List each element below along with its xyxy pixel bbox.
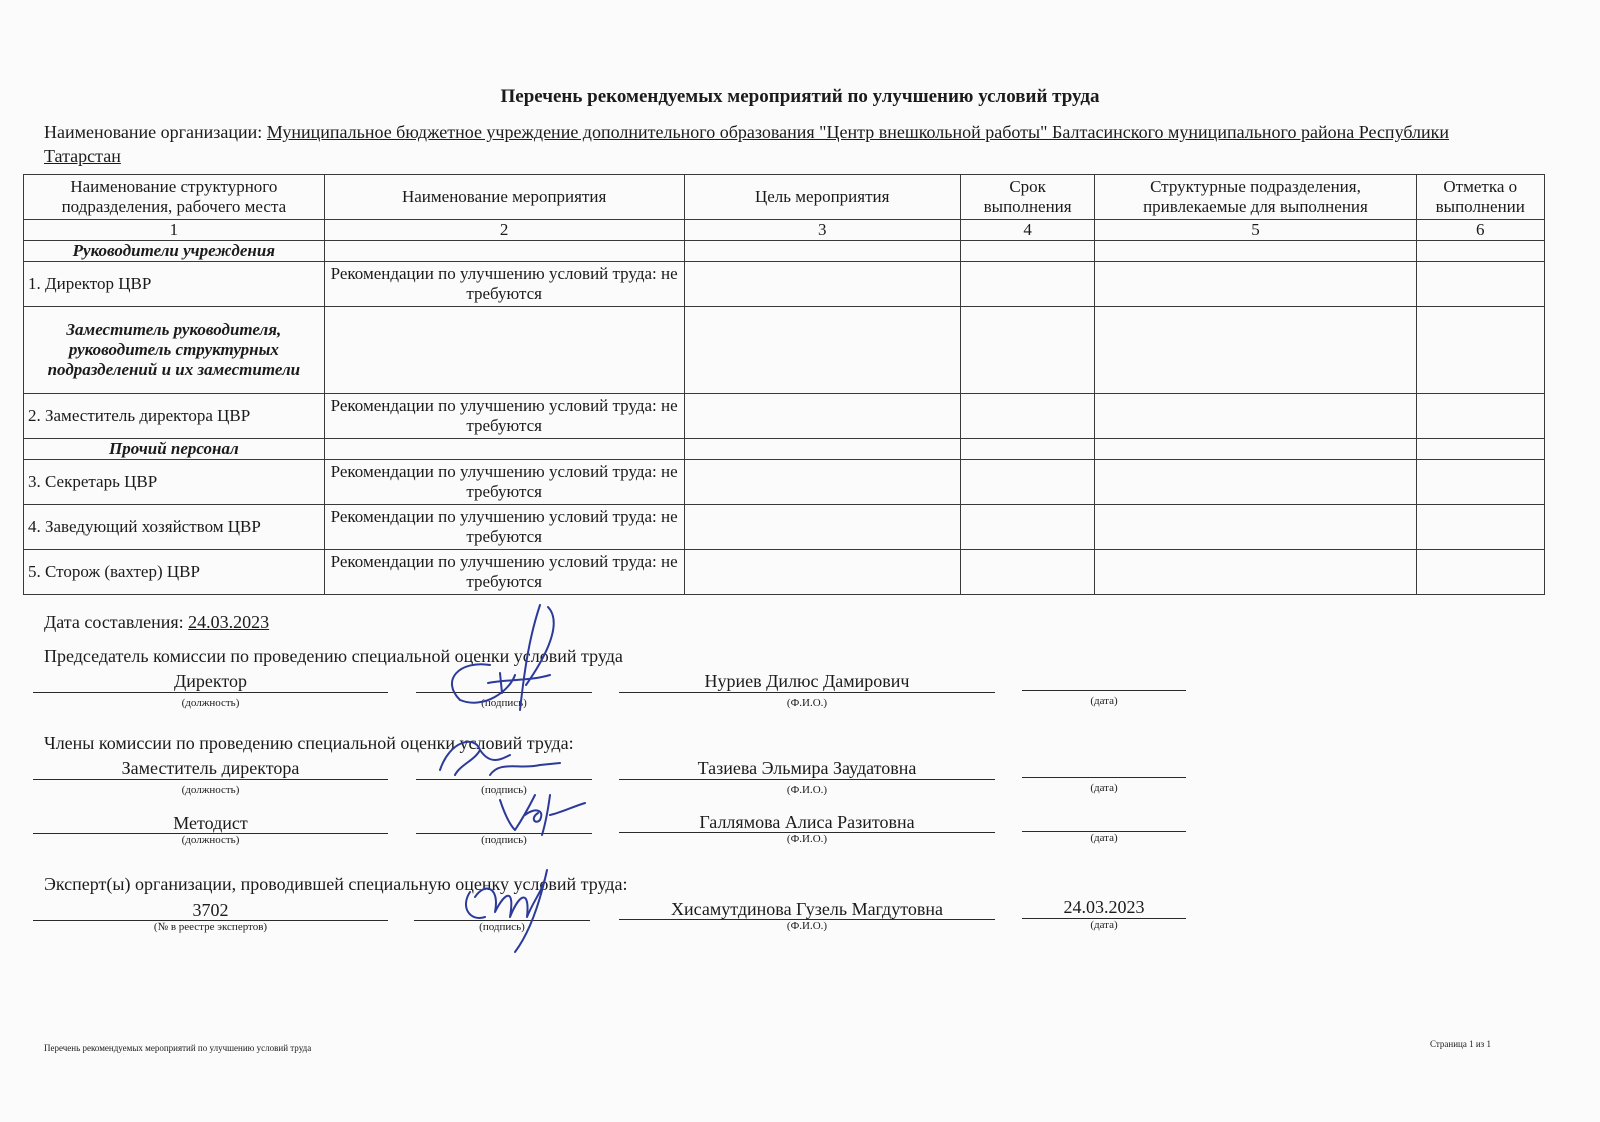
table-row (24, 394, 1545, 439)
empty-cell (1095, 460, 1416, 505)
expert-signature (455, 862, 565, 957)
empty-cell (684, 550, 960, 595)
member-fio: Галлямова Алиса Разитовна (699, 812, 915, 832)
empty-cell (1416, 262, 1544, 307)
measures-table (23, 174, 1545, 595)
caption-date: (дата) (1090, 782, 1118, 794)
empty-cell (684, 439, 960, 460)
compilation-date (44, 612, 269, 633)
empty-cell (960, 394, 1095, 439)
document-title: Перечень рекомендуемых мероприятий по улучшению условий труда (500, 86, 1100, 107)
measure-text: Рекомендации по улучшению условий труда: не требуются (324, 550, 684, 595)
header-cell: Цель мероприятия (684, 175, 960, 220)
compilation-date-label: Дата составления: (44, 612, 184, 632)
caption-signature: (подпись) (479, 921, 525, 933)
empty-cell (960, 439, 1095, 460)
table-row (24, 262, 1545, 307)
expert-date: 24.03.2023 (1063, 897, 1145, 917)
empty-cell (1416, 439, 1544, 460)
members-label: Члены комиссии по проведению специальной оценки условий труда: (44, 733, 574, 753)
empty-cell (960, 550, 1095, 595)
empty-cell (1095, 262, 1416, 307)
chairman-label: Председатель комиссии по проведению специальной оценки условий труда (44, 646, 623, 666)
workplace-name: 3. Секретарь ЦВР (24, 460, 325, 505)
empty-cell (324, 241, 684, 262)
member-signature (490, 785, 590, 840)
empty-cell (1095, 241, 1416, 262)
expert-fio: Хисамутдинова Гузель Магдутовна (671, 899, 943, 919)
empty-cell (684, 505, 960, 550)
member-fio: Тазиева Эльмира Заудатовна (697, 758, 917, 778)
empty-cell (960, 262, 1095, 307)
member-fio-line (619, 779, 995, 780)
workplace-name: 4. Заведующий хозяйством ЦВР (24, 505, 325, 550)
compilation-date-value: 24.03.2023 (188, 612, 270, 632)
caption-fio: (Ф.И.О.) (786, 833, 828, 845)
empty-cell (960, 460, 1095, 505)
empty-cell (1095, 307, 1416, 394)
column-number: 6 (1416, 220, 1544, 241)
empty-cell (1416, 394, 1544, 439)
header-cell: Наименование мероприятия (324, 175, 684, 220)
group-name: Прочий персонал (24, 439, 325, 460)
caption-position: (должность) (181, 784, 240, 796)
chairman-date-line (1022, 690, 1186, 691)
empty-cell (684, 241, 960, 262)
column-number: 1 (24, 220, 325, 241)
chairman-fio: Нуриев Дилюс Дамирович (704, 671, 910, 691)
organization-line (44, 120, 1524, 168)
caption-signature: (подпись) (481, 834, 527, 846)
empty-cell (1095, 394, 1416, 439)
member-position-line (33, 779, 388, 780)
empty-cell (324, 439, 684, 460)
table-row (24, 550, 1545, 595)
caption-date: (дата) (1090, 695, 1118, 707)
header-cell: Срок выполнения (960, 175, 1095, 220)
empty-cell (1095, 550, 1416, 595)
table-row (24, 460, 1545, 505)
organization-label: Наименование организации: (44, 122, 263, 142)
member-position: Заместитель директора (121, 758, 300, 778)
table-row (24, 307, 1545, 394)
organization-name: Муниципальное бюджетное учреждение дополнительного образования "Центр внешкольной работы" Балтасинского муниципального района Республики Татарстан (44, 122, 1450, 166)
measure-text: Рекомендации по улучшению условий труда: не требуются (324, 505, 684, 550)
table-row (24, 505, 1545, 550)
caption-fio: (Ф.И.О.) (786, 697, 828, 709)
measure-text: Рекомендации по улучшению условий труда: не требуются (324, 262, 684, 307)
footer-document-name: Перечень рекомендуемых мероприятий по улучшению условий труда (44, 1043, 312, 1053)
empty-cell (1095, 439, 1416, 460)
empty-cell (684, 307, 960, 394)
caption-position: (должность) (181, 834, 240, 846)
caption-fio: (Ф.И.О.) (786, 784, 828, 796)
empty-cell (1095, 505, 1416, 550)
empty-cell (684, 262, 960, 307)
expert-label: Эксперт(ы) организации, проводившей специальную оценку условий труда: (44, 874, 628, 894)
empty-cell (1416, 505, 1544, 550)
workplace-name: 1. Директор ЦВР (24, 262, 325, 307)
workplace-name: 2. Заместитель директора ЦВР (24, 394, 325, 439)
column-number: 3 (684, 220, 960, 241)
member-position: Методист (173, 813, 248, 833)
empty-cell (684, 394, 960, 439)
footer-page-number: Страница 1 из 1 (1430, 1039, 1491, 1049)
member-signature (430, 730, 570, 790)
caption-registry: (№ в реестре экспертов) (153, 921, 268, 933)
chairman-fio-line (619, 692, 995, 693)
header-cell: Структурные подразделения, привлекаемые для выполнения (1095, 175, 1416, 220)
caption-date: (дата) (1090, 832, 1118, 844)
empty-cell (960, 241, 1095, 262)
empty-cell (1416, 460, 1544, 505)
empty-cell (324, 307, 684, 394)
column-number: 2 (324, 220, 684, 241)
caption-signature: (подпись) (481, 784, 527, 796)
empty-cell (1416, 550, 1544, 595)
chairman-position: Директор (173, 671, 248, 691)
header-cell: Наименование структурного подразделения, рабочего места (24, 175, 325, 220)
column-number: 4 (960, 220, 1095, 241)
chairman-signature (430, 595, 600, 720)
caption-date: (дата) (1090, 919, 1118, 931)
group-name: Заместитель руководителя, руководитель структурных подразделений и их заместители (24, 307, 325, 394)
measure-text: Рекомендации по улучшению условий труда: не требуются (324, 460, 684, 505)
empty-cell (1416, 307, 1544, 394)
caption-position: (должность) (181, 697, 240, 709)
table-header-row (24, 175, 1545, 220)
expert-number: 3702 (192, 900, 229, 920)
caption-signature: (подпись) (481, 697, 527, 709)
measure-text: Рекомендации по улучшению условий труда: не требуются (324, 394, 684, 439)
caption-fio: (Ф.И.О.) (786, 920, 828, 932)
empty-cell (960, 307, 1095, 394)
column-number-row (24, 220, 1545, 241)
empty-cell (684, 460, 960, 505)
table-row (24, 439, 1545, 460)
chairman-position-line (33, 692, 388, 693)
column-number: 5 (1095, 220, 1416, 241)
group-name: Руководители учреждения (24, 241, 325, 262)
empty-cell (960, 505, 1095, 550)
member-date-line (1022, 777, 1186, 778)
workplace-name: 5. Сторож (вахтер) ЦВР (24, 550, 325, 595)
empty-cell (1416, 241, 1544, 262)
header-cell: Отметка о выполнении (1416, 175, 1544, 220)
table-row (24, 241, 1545, 262)
